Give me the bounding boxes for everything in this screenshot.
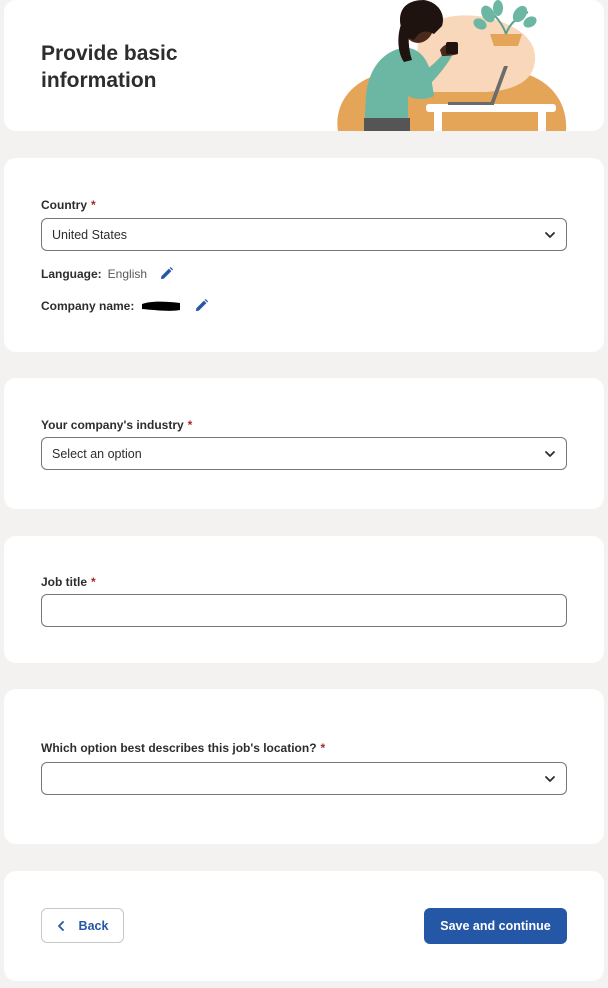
pencil-icon[interactable] (194, 298, 209, 313)
job-title-label: Job title * (41, 575, 96, 589)
industry-label: Your company's industry * (41, 418, 193, 432)
industry-select[interactable] (41, 437, 567, 470)
job-location-select[interactable] (41, 762, 567, 795)
required-asterisk: * (91, 575, 96, 589)
job-title-input[interactable] (41, 594, 567, 627)
country-select-value: United States (52, 227, 128, 242)
language-label: Language: (41, 266, 102, 281)
pencil-icon[interactable] (159, 266, 174, 281)
header-card (4, 0, 604, 131)
country-label: Country * (41, 198, 96, 212)
chevron-down-icon (544, 229, 556, 241)
company-name-label: Company name: (41, 298, 135, 313)
country-select[interactable] (41, 218, 567, 251)
required-asterisk: * (187, 418, 193, 432)
job-location-label: Which option best describes this job's location? * (41, 741, 326, 755)
company-name-row (41, 298, 209, 313)
required-asterisk: * (320, 741, 326, 755)
back-button[interactable] (41, 908, 124, 943)
industry-card (4, 378, 604, 509)
language-row (41, 266, 174, 281)
job-location-card (4, 689, 604, 844)
job-title-card (4, 536, 604, 663)
save-and-continue-button[interactable]: Save and continue (424, 908, 567, 944)
required-asterisk: * (91, 198, 96, 212)
chevron-left-icon (57, 921, 65, 931)
chevron-down-icon (544, 448, 556, 460)
industry-select-placeholder: Select an option (52, 446, 142, 461)
language-value: English (107, 266, 148, 281)
redaction-mark (140, 300, 182, 312)
chevron-down-icon (544, 773, 556, 785)
page-title: Provide basic information (41, 42, 178, 92)
actions-card (4, 871, 604, 981)
basic-info-card (4, 158, 604, 352)
woman-at-laptop-illustration (330, 0, 570, 131)
back-button-label: Back (78, 918, 109, 933)
